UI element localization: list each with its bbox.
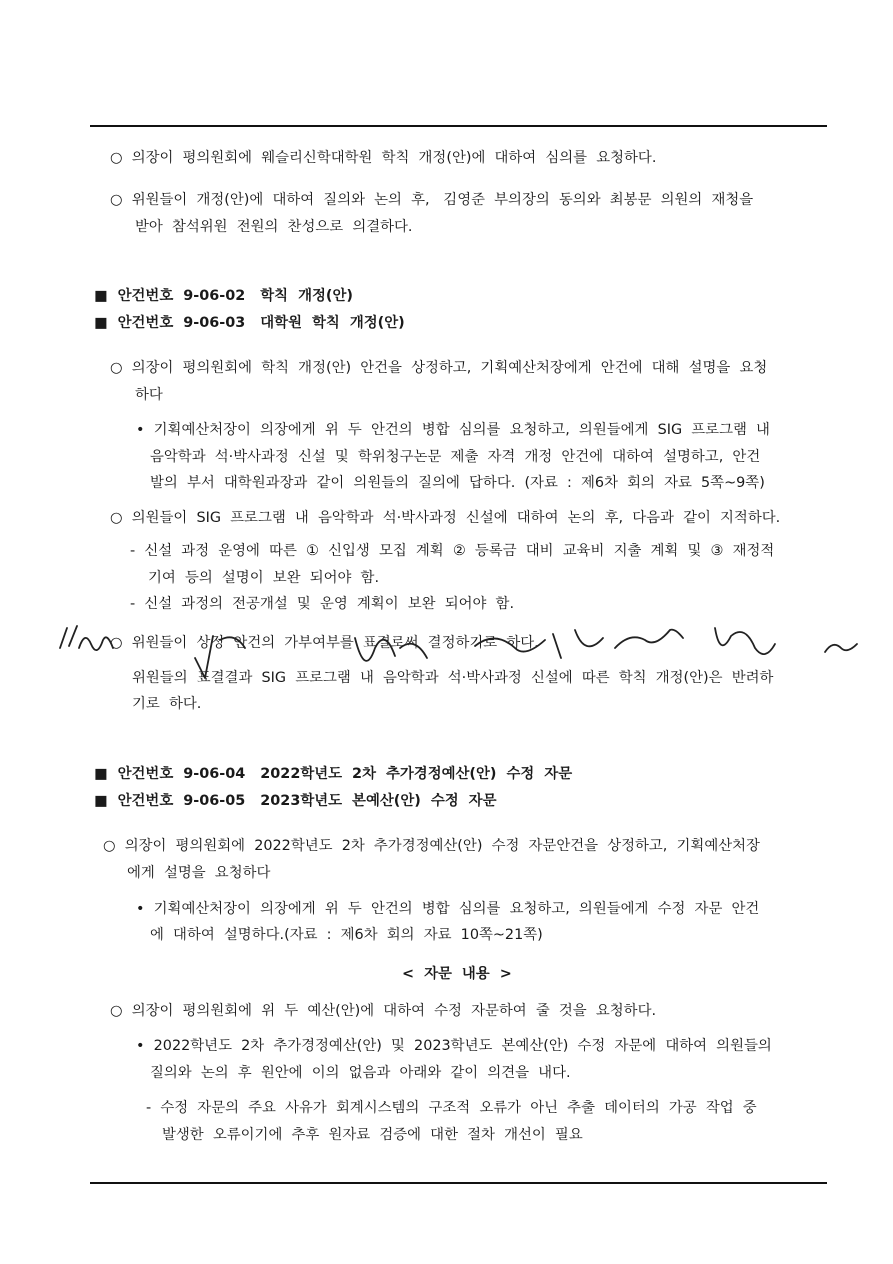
line-21: 에게 설명을 요청하다	[127, 865, 271, 881]
line-14: - 신설 과정의 전공개설 및 운영 계획이 보완 되어야 함.	[130, 596, 515, 612]
line-25: ○ 의장이 평의원회에 위 두 예산(안)에 대하여 수정 자문하여 줄 것을 요청하다.	[110, 1003, 657, 1019]
line-2: ○ 위원들이 개정(안)에 대하여 질의와 논의 후, 김영준 부의장의 동의와 최봉문 의원의 재청을	[110, 192, 754, 208]
agenda-heading-9-06-03: ■ 안건번호 9-06-03 대학원 학칙 개정(안)	[94, 315, 405, 331]
line-26: • 2022학년도 2차 추가경정예산(안) 및 2023학년도 본예산(안) 수정 자문에 대하여 의원들의	[136, 1038, 772, 1054]
line-20: ○ 의장이 평의원회에 2022학년도 2차 추가경정예산(안) 수정 자문안건을 상정하고, 기획예산처장	[103, 838, 760, 854]
line-17: 기로 하다.	[132, 696, 202, 712]
line-6: ○ 의장이 평의원회에 학칙 개정(안) 안건을 상정하고, 기획예산처장에게 안건에 대해 설명을 요청	[110, 360, 768, 376]
line-9: 음악학과 석·박사과정 신설 및 학위청구논문 제출 자격 개정 안건에 대하여 설명하고, 안건	[150, 449, 761, 465]
top-rule	[90, 125, 827, 127]
line-1: ○ 의장이 평의원회에 웨슬리신학대학원 학칙 개정(안)에 대하여 심의를 요청하다.	[110, 150, 657, 166]
line-16: 위원들의 표결결과 SIG 프로그램 내 음악학과 석·박사과정 신설에 따른 학칙 개정(안)은 반려하	[132, 670, 774, 686]
line-22: • 기획예산처장이 의장에게 위 두 안건의 병합 심의를 요청하고, 의원들에게 수정 자문 안건	[136, 901, 760, 917]
line-13: 기여 등의 설명이 보완 되어야 함.	[148, 570, 380, 586]
line-28: - 수정 자문의 주요 사유가 회계시스템의 구조적 오류가 아닌 추출 데이터의 가공 작업 중	[146, 1100, 757, 1116]
line-7: 하다	[135, 387, 163, 403]
agenda-heading-9-06-02: ■ 안건번호 9-06-02 학칙 개정(안)	[94, 288, 353, 304]
line-3: 받아 참석위원 전원의 찬성으로 의결하다.	[135, 219, 413, 235]
line-27: 질의와 논의 후 원안에 이의 없음과 아래와 같이 의견을 내다.	[150, 1065, 571, 1081]
bottom-rule	[90, 1182, 827, 1184]
line-23: 에 대하여 설명하다.(자료 : 제6차 회의 자료 10쪽~21쪽)	[150, 927, 543, 943]
line-8: • 기획예산처장이 의장에게 위 두 안건의 병합 심의를 요청하고, 의원들에게 SIG 프로그램 내	[136, 422, 770, 438]
line-11: ○ 의원들이 SIG 프로그램 내 음악학과 석·박사과정 신설에 대하여 논의 후, 다음과 같이 지적하다.	[110, 510, 781, 526]
section-title-consultation: < 자문 내용 >	[402, 966, 512, 982]
line-10: 발의 부서 대학원과장과 같이 의원들의 질의에 답하다. (자료 : 제6차 회의 자료 5쪽~9쪽)	[150, 475, 765, 491]
agenda-heading-9-06-05: ■ 안건번호 9-06-05 2023학년도 본예산(안) 수정 자문	[94, 793, 497, 809]
line-29: 발생한 오류이기에 추후 원자료 검증에 대한 절차 개선이 필요	[162, 1127, 583, 1143]
line-15: ○ 위원들이 상정 안건의 가부여부를 표결로써 결정하기로 하다.	[110, 635, 539, 651]
agenda-heading-9-06-04: ■ 안건번호 9-06-04 2022학년도 2차 추가경정예산(안) 수정 자문	[94, 766, 573, 782]
line-12: - 신설 과정 운영에 따른 ① 신입생 모집 계획 ② 등록금 대비 교육비 지출 계획 및 ③ 재정적	[130, 543, 775, 559]
